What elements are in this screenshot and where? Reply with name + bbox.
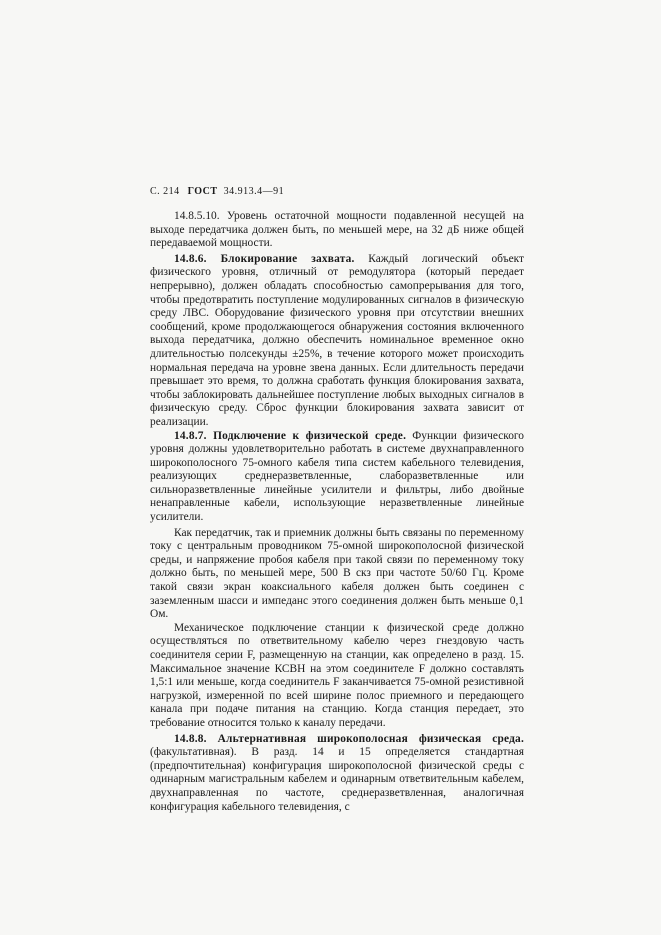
paragraph-mechanical-connection [150,622,524,731]
paragraph-14-8-6 [150,253,524,430]
document-number: 34.913.4—91 [223,186,285,197]
gost-label: ГОСТ [187,186,218,197]
paragraph-lead: 14.8.7. Подключение к физической среде. [174,429,407,442]
paragraph-text: Функции физического уровня должны удовлетворительно работать в системе двухнаправленного широкополосного 75-омного кабеля типа систем кабельного телевидения, реализующих среднеразветвленные, слаборазветвленные или сильноразветвленные линейные усилители и фильтры, либо двойные ненаправленные кабели, использующие неразветвленные линейные усилители. [150,429,524,524]
paragraph-14-8-7 [150,430,524,525]
body-text [150,210,524,814]
paragraph-14-8-5-10 [150,210,524,251]
paragraph-lead: 14.8.6. Блокирование захвата. [174,252,355,265]
paragraph-text: (факультативная). В разд. 14 и 15 определяется стандартная (предпочтительная) конфигурация широкополосной физической среды с одинарным магистральным кабелем и одинарным ответвительным кабелем, двухнаправленная по частоте, среднеразветвленная, аналогичная конфигурация кабельного телевидения, с [150,746,524,813]
paragraph-text: Каждый логический объект физического уровня, отличный от ремодулятора (который передает непрерывно), должен обладать способностью самопрерывания для того, чтобы предотвратить поступление модулированных сигналов в физическую среду ЛВС. Оборудование физического уровня при отсутствии внешних сообщений, кроме продолжающегося обнаружения состояния включенного выхода передатчика, должно обеспечить номинальное временное окно длительностью полсекунды ±25%, в течение которого может происходить нормальная передача на уровне звена данных. Если длительность передачи превышает это время, то должна сработать функция блокирования захвата, чтобы заблокировать дальнейшее поступление любых выходных сигналов в физическую среду. Сброс функции блокирования захвата зависит от реализации. [150,252,524,428]
page-header [150,186,284,197]
paragraph-text: Механическое подключение станции к физической среде должно осуществляться по ответвительному кабелю через гнездовую часть соединителя серии F, размещенную на станции, как определено в разд. 15. Максимальное значение КСВН на этом соединителе F должно составлять 1,5:1 или меньше, когда соединитель F заканчивается 75-омной резистивной нагрузкой, измеренной по всей ширине полос приемного и передающего канала при подаче питания на станцию. Когда станция передает, это требование относится только к каналу передачи. [150,621,524,729]
paragraph-text: Как передатчик, так и приемник должны быть связаны по переменному току с центральным проводником 75-омной широкополосной физической среды, и напряжение пробоя кабеля при такой связи по переменному току должно быть, по меньшей мере, 500 В скз при частоте 50/60 Гц. Кроме такой связи экран коаксиального кабеля должен быть соединен с заземленным шасси и импеданс этого соединения должен быть меньше 0,1 Ом. [150,526,524,621]
paragraph-lead: 14.8.8. Альтернативная широкополосная физическая среда. [174,732,524,745]
page-number: С. 214 [150,186,180,197]
paragraph-ac-coupling [150,527,524,622]
paragraph-text: 14.8.5.10. Уровень остаточной мощности подавленной несущей на выходе передатчика должен быть, по меньшей мере, на 32 дБ ниже общей передаваемой мощности. [150,210,524,250]
paragraph-14-8-8 [150,733,524,815]
